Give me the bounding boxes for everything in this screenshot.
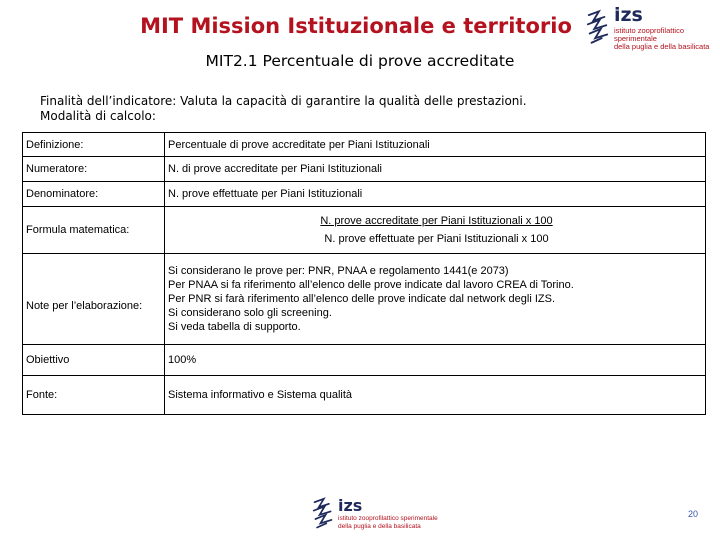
table-label: Definizione: [23,133,165,157]
izs-logo-icon [586,8,610,48]
izs-logo-icon [312,496,334,532]
logo-subline-2: della puglia e della basilicata [613,42,710,51]
table-value: N. prove effettuate per Piani Istituzionali [165,182,706,207]
table-row-notes [23,254,706,345]
table-row-source [23,376,706,415]
note-line: Si veda tabella di supporto. [168,321,301,333]
table-value: N. di prove accreditate per Piani Istituzionali [165,157,706,182]
logo-text [338,498,438,530]
logo-subline-1: istituto zooprofilattico sperimentale [338,515,438,522]
note-line: Per PNR si farà riferimento all’elenco delle prove indicate dal network degli IZS. [168,293,556,305]
formula-denominator: N. prove effettuate per Piani Istituzionali x 100 [324,233,549,245]
note-line: Per PNAA si fa riferimento all’elenco delle prove indicate dal lavoro CREA di Torino. [168,279,574,291]
note-line: Si considerano le prove per: PNR, PNAA e regolamento 1441(e 2073) [168,265,509,277]
table-row-target [23,345,706,376]
table-label: Fonte: [23,376,165,415]
intro-text [40,94,527,124]
table-value: 100% [165,345,706,376]
table-label: Obiettivo [23,345,165,376]
indicator-table [22,132,706,415]
formula-numerator: N. prove accreditate per Piani Istituzionali x 100 [320,215,553,227]
table-row-numerator [23,157,706,182]
table-row-definition [23,133,706,157]
table-label: Formula matematica: [23,207,165,254]
logo-brand: izs [338,496,363,515]
formula-cell [165,207,706,254]
table-value: Sistema informativo e Sistema qualità [165,376,706,415]
table-row-denominator [23,182,706,207]
table-label: Denominatore: [23,182,165,207]
intro-method: Modalità di calcolo: [40,109,156,123]
note-line: Si considerano solo gli screening. [168,307,332,319]
slide-title: MIT Mission Istituzionale e territorio [140,14,572,38]
logo-brand: izs [613,4,643,26]
table-row-formula [23,207,706,254]
table-label: Note per l’elaborazione: [23,254,165,345]
notes-cell [165,254,706,345]
logo-subline-2: della puglia e della basilicata [338,522,421,530]
table-label: Numeratore: [23,157,165,182]
izs-logo-top [586,6,720,51]
table-value: Percentuale di prove accreditate per Piani Istituzionali [165,133,706,157]
logo-text [614,6,720,51]
intro-purpose: Finalità dell’indicatore: Valuta la capacità di garantire la qualità delle prestazioni. [40,94,527,108]
page-number: 20 [688,509,699,519]
izs-logo-bottom [312,496,438,532]
logo-subline-1: istituto zooprofilattico sperimentale [613,26,685,43]
slide-subtitle: MIT2.1 Percentuale di prove accreditate [205,52,515,70]
